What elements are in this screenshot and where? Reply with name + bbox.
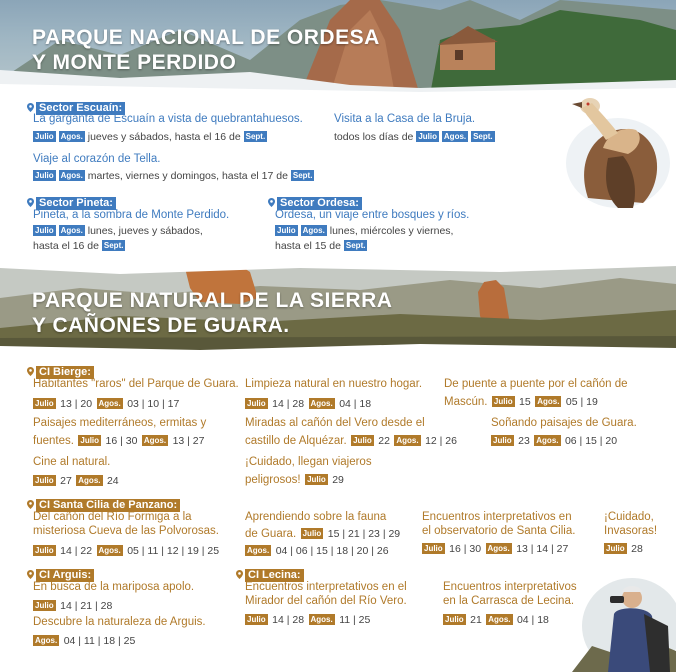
month-tag: Agos.: [537, 397, 560, 406]
location-pin-icon: [27, 198, 34, 207]
birdwatcher-photo: [572, 566, 676, 672]
activity-dates: [444, 392, 598, 410]
activity-dates: [245, 524, 400, 542]
month-tag: Julio: [35, 601, 54, 610]
month-tag: Julio: [247, 399, 266, 408]
location-pin-icon: [27, 570, 34, 579]
month-tag: Julio: [35, 399, 54, 408]
month-tag: Julio: [418, 132, 437, 141]
activity-title: Habitantes "raros" del Parque de Guara.: [33, 378, 239, 390]
activity-title: castillo de Alquézar.: [245, 435, 347, 447]
month-tag: Sept.: [292, 171, 313, 180]
day-list: 14 | 22: [60, 545, 93, 557]
activity-title: ¡Cuidado,: [604, 511, 654, 523]
section2-title-line2: Y CAÑONES DE GUARA.: [32, 314, 290, 337]
activity-dates: [334, 130, 495, 144]
activity-dates: [33, 541, 219, 559]
day-list: 05 | 11 | 12 | 19 | 25: [127, 545, 220, 557]
activity-dates: [422, 539, 568, 557]
sector-pineta-label: Sector Pineta:: [36, 197, 116, 210]
month-tag: Agos.: [310, 615, 333, 624]
month-tag: Agos.: [487, 544, 510, 553]
activity-title: Encuentros interpretativos: [443, 581, 577, 593]
activity-title: Ordesa, un viaje entre bosques y ríos.: [275, 209, 470, 221]
month-tag: Julio: [353, 436, 372, 445]
sector-escuain-label: Sector Escuaín:: [36, 102, 125, 115]
day-list: 22: [378, 435, 390, 447]
activity-title: Mirador del cañón del Río Vero.: [245, 595, 407, 607]
activity-title: Mascún.: [444, 396, 488, 408]
month-tag: Julio: [35, 546, 54, 555]
activity-title: ¡Cuidado, llegan viajeros: [245, 456, 372, 468]
activity-dates: [245, 394, 371, 412]
activity-title: Descubre la naturaleza de Arguis.: [33, 616, 206, 628]
activity-dates: [245, 610, 370, 628]
activity-title: En busca de la mariposa apolo.: [33, 581, 195, 593]
activity-title: en la Carrasca de Lecina.: [443, 595, 575, 607]
day-list: 05 | 19: [565, 396, 598, 408]
schedule-text: hasta el 16 de: [33, 240, 102, 252]
day-list: 16 | 30: [449, 543, 482, 555]
month-tag: Julio: [445, 615, 464, 624]
activity-title: fuentes.: [33, 435, 74, 447]
activity-title: Aprendiendo sobre la fauna: [245, 511, 387, 523]
month-tag: Agos.: [98, 546, 121, 555]
activity-title: misteriosa Cueva de las Polvorosas.: [33, 525, 219, 537]
activity-dates: [33, 471, 119, 489]
activity-title: Cine al natural.: [33, 456, 111, 468]
guara-header-image: [0, 258, 676, 354]
activity-title: Limpieza natural en nuestro hogar.: [245, 378, 423, 390]
day-list: 15 | 21 | 23 | 29: [327, 528, 401, 540]
activity-dates: [33, 224, 203, 238]
activity-title: Encuentros interpretativos en: [422, 511, 572, 523]
day-list: 03 | 10 | 17: [127, 398, 180, 410]
month-tag: Julio: [35, 226, 54, 235]
activity-dates: [33, 239, 125, 253]
day-list: 04 | 11 | 18 | 25: [63, 635, 136, 647]
sector-ordesa-label: Sector Ordesa:: [277, 197, 362, 210]
activity-title: Viaje al corazón de Tella.: [33, 153, 161, 165]
activity-title: De puente a puente por el cañón de: [444, 378, 628, 390]
month-tag: Sept.: [103, 241, 124, 250]
schedule-text: martes, viernes y domingos, hasta el 17 de: [84, 170, 291, 182]
section2-title-line1: PARQUE NATURAL DE LA SIERRA: [32, 289, 393, 312]
day-list: 13 | 27: [172, 435, 205, 447]
activity-dates: [604, 539, 643, 557]
month-tag: Agos.: [60, 132, 83, 141]
day-list: 21: [470, 614, 482, 626]
activity-dates: [33, 169, 314, 183]
day-list: 04 | 06 | 15 | 18 | 20 | 26: [275, 545, 389, 557]
activity-title: de Guara.: [245, 528, 297, 540]
location-pin-icon: [27, 103, 34, 112]
activity-title: Del cañón del Río Formiga a la: [33, 511, 192, 523]
location-pin-icon: [268, 198, 275, 207]
month-tag: Agos.: [488, 615, 511, 624]
day-list: 14 | 28: [272, 614, 305, 626]
activity-dates: [33, 431, 204, 449]
month-tag: Agos.: [60, 171, 83, 180]
month-tag: Agos.: [310, 399, 333, 408]
day-list: 27: [60, 475, 72, 487]
month-tag: Julio: [277, 226, 296, 235]
month-tag: Agos.: [396, 436, 419, 445]
month-tag: Agos.: [35, 636, 58, 645]
ci-lecina-label: CI Lecina:: [245, 569, 304, 582]
month-tag: Julio: [493, 397, 513, 406]
month-tag: Julio: [35, 476, 54, 485]
location-pin-icon: [236, 570, 243, 579]
location-pin-icon: [27, 500, 34, 509]
month-tag: Agos.: [536, 436, 559, 445]
month-tag: Agos.: [98, 399, 121, 408]
section1-title-line1: PARQUE NACIONAL DE ORDESA: [32, 26, 380, 49]
month-tag: Agos.: [247, 546, 270, 555]
schedule-text: todos los días de: [334, 131, 417, 143]
month-tag: Julio: [302, 529, 322, 538]
day-list: 13 | 20: [60, 398, 93, 410]
activity-dates: [491, 431, 617, 449]
day-list: 13 | 14 | 27: [516, 543, 569, 555]
activity-title: Pineta, a la sombra de Monte Perdido.: [33, 209, 230, 221]
month-tag: Agos.: [78, 476, 101, 485]
activity-title: Paisajes mediterráneos, ermitas y: [33, 417, 207, 429]
month-tag: Julio: [307, 475, 326, 484]
month-tag: Agos.: [143, 436, 167, 445]
month-tag: Agos.: [60, 226, 83, 235]
activity-title: Visita a la Casa de la Bruja.: [334, 113, 476, 125]
vulture-photo: [548, 88, 676, 214]
month-tag: Sept.: [245, 132, 266, 141]
ci-arguis-label: CI Arguis:: [36, 569, 94, 582]
month-tag: Julio: [35, 171, 54, 180]
schedule-text: hasta el 15 de: [275, 240, 344, 252]
month-tag: Agos.: [302, 226, 325, 235]
activity-dates: [33, 596, 112, 614]
day-list: 04 | 18: [516, 614, 549, 626]
day-list: 06 | 15 | 20: [564, 435, 618, 447]
ordesa-header-image: [0, 0, 676, 95]
day-list: 16 | 30: [105, 435, 138, 447]
activity-title: Soñando paisajes de Guara.: [491, 417, 637, 429]
day-list: 14 | 21 | 28: [60, 600, 113, 612]
day-list: 12 | 26: [425, 435, 457, 447]
day-list: 04 | 18: [339, 398, 372, 410]
activity-dates: [33, 394, 179, 412]
activity-dates: [275, 224, 453, 238]
month-tag: Julio: [35, 132, 54, 141]
day-list: 24: [106, 475, 119, 487]
activity-title: Encuentros interpretativos en el: [245, 581, 407, 593]
month-tag: Julio: [80, 436, 100, 445]
activity-dates: [443, 610, 549, 628]
schedule-text: lunes, jueves y sábados,: [84, 225, 203, 237]
activity-dates: [33, 130, 267, 144]
activity-title: peligrosos!: [245, 474, 301, 486]
section1-title-line2: Y MONTE PERDIDO: [32, 51, 237, 74]
month-tag: Julio: [247, 615, 266, 624]
ci-santa-cilia-label: CI Santa Cilia de Panzano:: [36, 499, 180, 512]
activity-title: el observatorio de Santa Cilia.: [422, 525, 576, 537]
activity-dates: [275, 239, 367, 253]
schedule-text: lunes, miércoles y viernes,: [326, 225, 454, 237]
activity-title: La garganta de Escuaín a vista de quebrantahuesos.: [33, 113, 303, 125]
month-tag: Sept.: [473, 132, 493, 141]
day-list: 15: [519, 396, 531, 408]
month-tag: Julio: [493, 436, 512, 445]
activity-dates: [245, 431, 457, 449]
day-list: 14 | 28: [272, 398, 305, 410]
day-list: 28: [631, 543, 643, 555]
activity-dates: [245, 470, 344, 488]
day-list: 11 | 25: [339, 614, 371, 626]
ci-bierge-label: CI Bierge:: [36, 366, 94, 379]
activity-dates: [33, 631, 135, 649]
schedule-text: jueves y sábados, hasta el 16 de: [84, 131, 244, 143]
day-list: 29: [332, 474, 344, 486]
activity-title: Invasoras!: [604, 525, 658, 537]
month-tag: Sept.: [345, 241, 366, 250]
month-tag: Julio: [606, 544, 625, 553]
month-tag: Agos.: [443, 132, 467, 141]
month-tag: Julio: [424, 544, 443, 553]
day-list: 23: [518, 435, 530, 447]
activity-dates: [245, 541, 389, 559]
location-pin-icon: [27, 367, 34, 376]
activity-title: Miradas al cañón del Vero desde el: [245, 417, 425, 429]
